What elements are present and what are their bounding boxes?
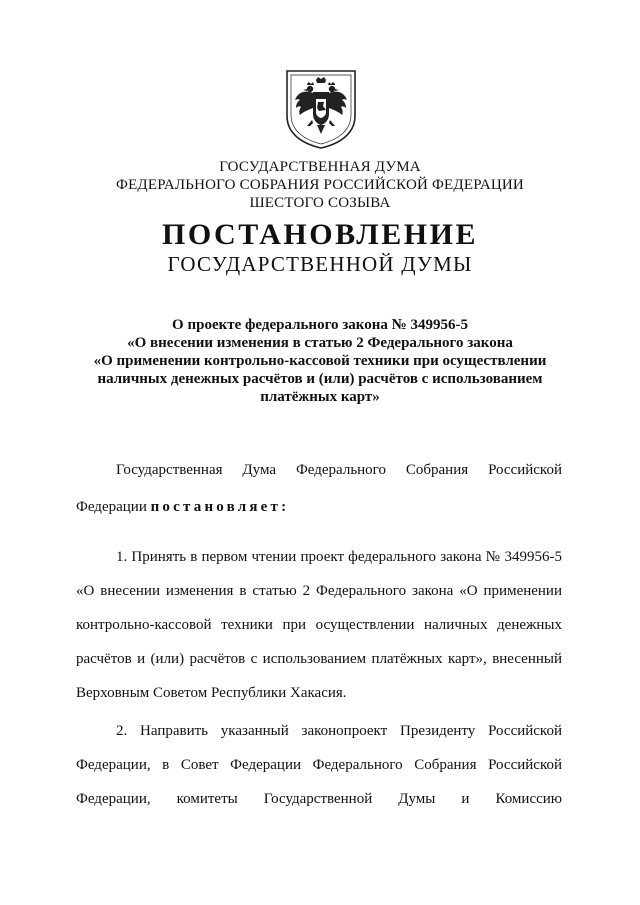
paragraph-line	[76, 498, 562, 517]
subject-line: платёжных карт»	[260, 389, 380, 405]
preamble-federation-word: Федерации	[76, 499, 147, 515]
paragraph-line: 1. Принять в первом чтении проект федерального закона № 349956-5	[116, 549, 562, 565]
preamble-paragraph-end	[76, 498, 562, 517]
subject-line: наличных денежных расчётов и (или) расчётов с использованием	[97, 371, 543, 387]
issuer-header	[0, 158, 640, 212]
header-line-2: ФЕДЕРАЛЬНОГО СОБРАНИЯ РОССИЙСКОЙ ФЕДЕРАЦИИ	[116, 177, 524, 193]
paragraph-line: «О внесении изменения в статью 2 Федерального закона «О применении	[76, 583, 562, 599]
header-line-3: ШЕСТОГО СОЗЫВА	[249, 195, 391, 211]
document-type-title: ПОСТАНОВЛЕНИЕ	[162, 218, 478, 251]
item-2-paragraph	[76, 722, 562, 809]
subject-line: «О применении контрольно-кассовой техники при осуществлении	[93, 353, 547, 369]
paragraph-line: Государственная Дума Федерального Собрания Российской	[116, 462, 562, 478]
document-issuer-title: ГОСУДАРСТВЕННОЙ ДУМЫ	[167, 252, 473, 276]
paragraph-line: Федерации, в Совет Федерации Федерального Собрания Российской	[76, 757, 562, 773]
double-headed-eagle-icon	[283, 68, 359, 150]
paragraph-line: Верховным Советом Республики Хакасия.	[76, 685, 347, 701]
preamble-paragraph	[76, 461, 562, 480]
item-1-paragraph	[76, 548, 562, 703]
resolution-subject	[0, 316, 640, 406]
subject-line: «О внесении изменения в статью 2 Федерального закона	[127, 335, 513, 351]
coat-of-arms-emblem	[283, 68, 359, 150]
paragraph-line: расчётов и (или) расчётов с использованием платёжных карт», внесенный	[76, 651, 562, 667]
subject-line: О проекте федерального закона № 349956-5	[172, 317, 468, 333]
header-line-1: ГОСУДАРСТВЕННАЯ ДУМА	[219, 159, 421, 175]
decree-verb: постановляет:	[150, 499, 290, 515]
paragraph-line: 2. Направить указанный законопроект Президенту Российской	[116, 723, 562, 739]
paragraph-line: контрольно-кассовой техники при осуществлении наличных денежных	[76, 617, 562, 633]
paragraph-line: Федерации, комитеты Государственной Думы и Комиссию	[76, 791, 562, 807]
